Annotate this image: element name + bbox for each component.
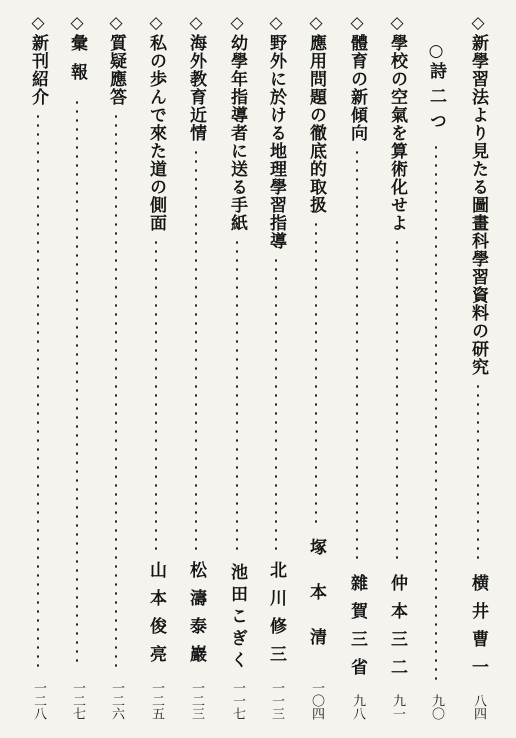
entry-author: 池田こぎく (227, 563, 247, 673)
entry-title: 海外教育近情 (186, 34, 206, 142)
entry-author: 北川修三 (266, 561, 286, 673)
entry-title: 質疑應答 (106, 34, 126, 106)
entry-title: 新刊紹介 (28, 34, 48, 106)
entry-title: 新學習法より見たる圖畫科學習資料の研究 (468, 34, 488, 376)
diamond-icon: ◇ (149, 13, 163, 33)
entry-title: 私の歩んで來た道の側面 (146, 34, 166, 232)
entry-page-number: 一〇四 (309, 681, 324, 720)
leader-dots (315, 220, 317, 528)
diamond-icon: ◇ (230, 13, 244, 33)
circle-icon: ○ (428, 41, 444, 61)
leader-dots (195, 148, 197, 551)
diamond-icon: ◇ (70, 13, 84, 33)
diamond-icon: ◇ (471, 13, 485, 33)
entry-author: 山本俊亮 (146, 561, 166, 673)
toc-entry-8 (184, 12, 208, 724)
entry-page-number: 八四 (471, 694, 486, 720)
entry-title: 幼學年指導者に送る手紙 (227, 34, 247, 232)
entry-author: 塚本清 (306, 538, 326, 673)
entry-page-number: 一一三 (269, 681, 284, 720)
entry-title: 詩二つ (426, 62, 446, 137)
entry-page-number: 一二六 (109, 681, 124, 720)
entry-page-number: 九一 (390, 694, 405, 720)
leader-dots (155, 238, 157, 551)
entry-title: 彙報 (67, 34, 87, 92)
diamond-icon: ◇ (189, 13, 203, 33)
leader-dots (76, 98, 78, 667)
entry-page-number: 九〇 (429, 694, 444, 720)
leader-dots (115, 112, 117, 667)
toc-entry-6 (264, 12, 288, 724)
entry-author: 横井曹一 (468, 574, 488, 686)
toc-entry-4 (345, 12, 369, 724)
toc-entry-2 (424, 40, 448, 724)
entry-page-number: 一二三 (189, 681, 204, 720)
diamond-icon: ◇ (31, 13, 45, 33)
toc-entry-12 (26, 12, 50, 724)
diamond-icon: ◇ (269, 13, 283, 33)
leader-dots (396, 238, 398, 564)
leader-dots (275, 256, 277, 551)
entry-author: 仲本三二 (387, 574, 407, 686)
leader-dots (37, 112, 39, 667)
toc-entry-10 (104, 12, 128, 724)
toc-entry-1 (466, 12, 490, 724)
entry-title: 應用問題の徹底的取扱 (306, 34, 326, 214)
diamond-icon: ◇ (309, 13, 323, 33)
entry-page-number: 一一七 (230, 681, 245, 720)
entry-page-number: 九八 (350, 694, 365, 720)
entry-author: 松濤泰巖 (186, 561, 206, 673)
leader-dots (477, 382, 479, 564)
entry-title: 野外に於ける地理學習指導 (266, 34, 286, 250)
toc-entry-5 (304, 12, 328, 724)
toc-entry-11 (65, 12, 89, 724)
toc-entry-9 (144, 12, 168, 724)
diamond-icon: ◇ (350, 13, 364, 33)
entry-page-number: 一二五 (149, 681, 164, 720)
leader-dots (356, 148, 358, 564)
diamond-icon: ◇ (390, 13, 404, 33)
toc-entry-7 (225, 12, 249, 724)
leader-dots (236, 238, 238, 553)
entry-title: 體育の新傾向 (347, 34, 367, 142)
toc-entry-3 (385, 12, 409, 724)
leader-dots (435, 143, 437, 680)
entry-author: 雜賀三省 (347, 574, 367, 686)
entry-page-number: 一二八 (31, 681, 46, 720)
entry-title: 學校の空氣を算術化せよ (387, 34, 407, 232)
entry-page-number: 一二七 (70, 681, 85, 720)
diamond-icon: ◇ (109, 13, 123, 33)
